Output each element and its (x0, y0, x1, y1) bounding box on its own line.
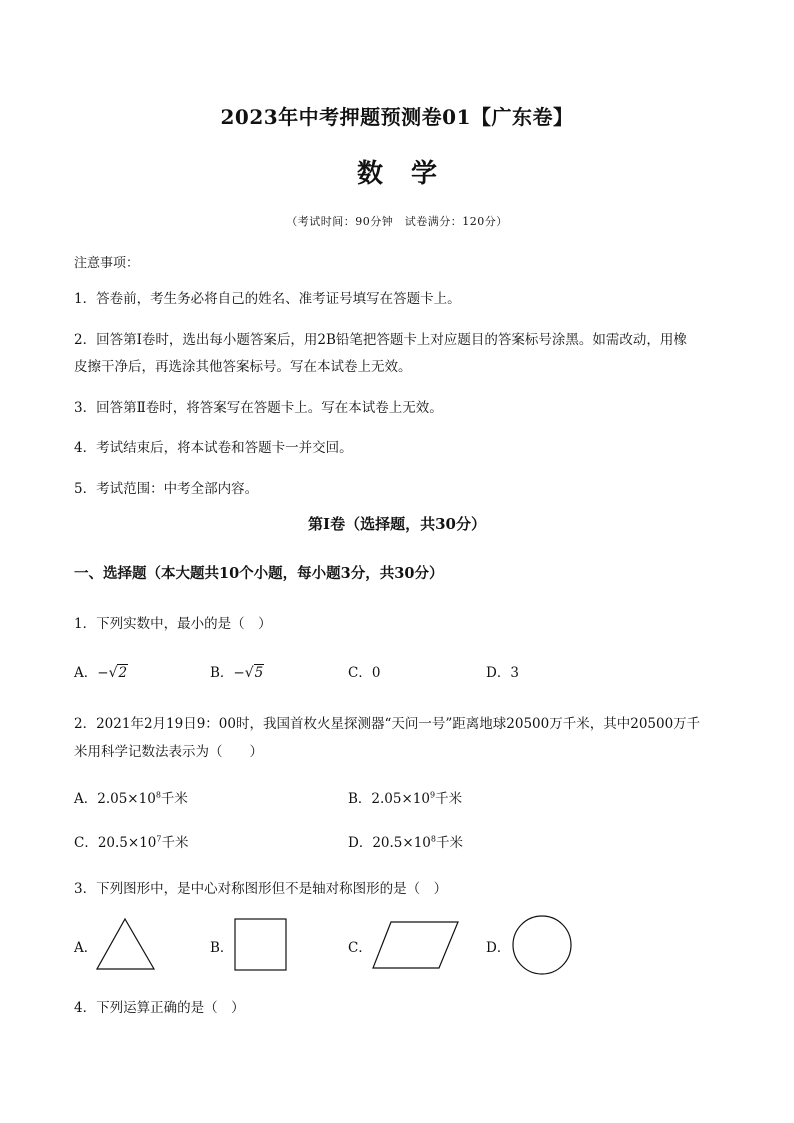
parallelogram-icon (372, 920, 460, 970)
q3-option-a-label: A． (74, 940, 98, 956)
q1-b-radicand: 5 (254, 665, 264, 681)
q2-c-label: C．20.5×10 (74, 835, 157, 851)
q3-option-b-label: B． (210, 940, 234, 956)
section-title: 第Ⅰ卷（选择题，共30分） (308, 515, 486, 533)
q2-option-b (348, 787, 462, 807)
exam-info: （考试时间：90分钟 试卷满分：120分） (286, 215, 508, 228)
q2-a-unit: 千米 (160, 791, 188, 807)
q1-option-d: D．3 (486, 665, 519, 681)
triangle-icon (96, 917, 156, 971)
q2-a-label: A．2.05×10 (74, 791, 156, 807)
q4-stem: 4．下列运算正确的是（ ） (74, 1000, 245, 1016)
q1-a-label: A． (74, 665, 98, 681)
q1-option-a (74, 661, 128, 681)
q2-stem-line2: 米用科学记数法表示为（ ） (74, 744, 263, 760)
q1-b-radical (245, 665, 265, 681)
q2-b-exp: 9 (429, 790, 436, 800)
page-title: 2023年中考押题预测卷01【广东卷】 (220, 105, 574, 129)
q2-d-unit: 千米 (435, 835, 463, 851)
q1-a-radical (109, 665, 129, 681)
subject-title: 数学 (356, 159, 465, 189)
q1-a-radicand: 2 (118, 665, 128, 681)
q2-b-unit: 千米 (435, 791, 463, 807)
note-item-2: 2．回答第Ⅰ卷时，选出每小题答案后，用2B铅笔把答题卡上对应题目的答案标号涂黑。如需改动，用橡 (74, 332, 687, 348)
q2-a-exp: 8 (155, 790, 161, 800)
q2-option-c (74, 831, 188, 851)
q2-b-label: B．2.05×10 (348, 791, 430, 807)
q2-option-a (74, 787, 188, 807)
note-item-2-cont: 皮擦干净后，再选涂其他答案标号。写在本试卷上无效。 (74, 359, 412, 375)
note-item-1: 1．答卷前，考生务必将自己的姓名、准考证号填写在答题卡上。 (74, 291, 461, 307)
q3-stem: 3．下列图形中，是中心对称图形但不是轴对称图形的是（ ） (74, 881, 448, 897)
q2-c-unit: 千米 (161, 835, 189, 851)
square-icon (234, 918, 288, 971)
q2-option-d (348, 831, 463, 851)
q1-option-c: C．0 (348, 665, 381, 681)
radical-icon: √ (108, 665, 118, 681)
q2-d-label: D．20.5×10 (348, 835, 431, 851)
q1-a-sign: − (97, 665, 109, 681)
q3-option-c-label: C． (348, 940, 372, 956)
note-item-4: 4．考试结束后，将本试卷和答题卡一并交回。 (74, 440, 353, 456)
q2-c-exp: 7 (156, 834, 162, 844)
note-item-3: 3．回答第Ⅱ卷时，将答案写在答题卡上。写在本试卷上无效。 (74, 400, 443, 416)
q1-option-b (210, 661, 264, 681)
part-title: 一、选择题（本大题共10个小题，每小题3分，共30分） (74, 565, 444, 582)
circle-icon (511, 914, 573, 976)
q2-d-exp: 8 (430, 834, 436, 844)
q1-stem: 1．下列实数中，最小的是（ ） (74, 616, 272, 632)
q1-b-sign: − (233, 665, 245, 681)
notes-heading: 注意事项： (74, 256, 140, 271)
note-item-5: 5．考试范围：中考全部内容。 (74, 481, 259, 497)
q2-stem-line1: 2．2021年2月19日9：00时，我国首枚火星探测器“天问一号”距离地球20500万千米，其中20500万千 (74, 716, 701, 732)
q3-option-d-label: D． (486, 940, 511, 956)
q1-b-label: B． (210, 665, 234, 681)
radical-icon: √ (244, 665, 254, 681)
